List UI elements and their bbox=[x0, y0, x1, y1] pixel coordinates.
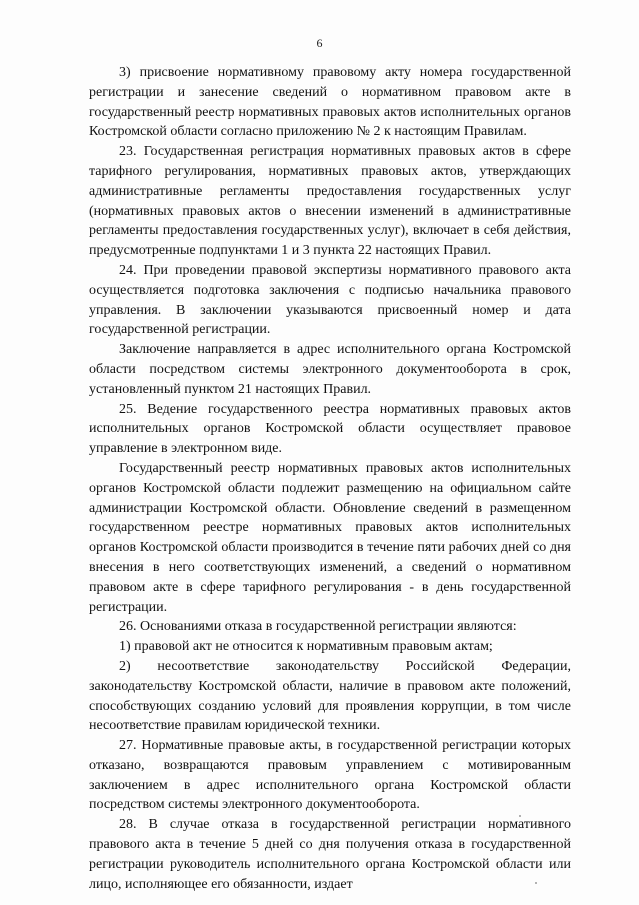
paragraph-24: 24. При проведении правовой экспертизы нормативного правового акта осуществляется подготовка заключения с подписью начальника правового управления. В заключении указываются присвоенный номер и дата государственной регистрации. bbox=[89, 262, 571, 338]
paragraph-26: 26. Основаниями отказа в государственной регистрации являются: bbox=[119, 619, 517, 635]
paragraph-24-conclusion: Заключение направляется в адрес исполнительного органа Костромской области посредством системы электронного документооборота в срок, установленный пунктом 21 настоящих Правил. bbox=[89, 342, 571, 397]
scan-speck bbox=[519, 815, 521, 817]
scan-speck bbox=[535, 882, 537, 884]
page-number: 6 bbox=[316, 36, 323, 50]
paragraph-22-item-3: 3) присвоение нормативному правовому акту номера государственной регистрации и занесение сведений о нормативном правовом акте в государственный реестр нормативных правовых актов исполнительных органов Костромской области согласно приложению № 2 к настоящим Правилам. bbox=[89, 65, 571, 140]
paragraph-23: 23. Государственная регистрация нормативных правовых актов в сфере тарифного регулирования, нормативных правовых актов, утверждающих административные регламенты предоставления государственных услуг (нормативных правовых актов о внесении изменений в административные регламенты предоставления государственных услуг), включает в себя действия, предусмотренные подпунктами 1 и 3 пункта 22 настоящих Правил. bbox=[89, 144, 571, 259]
document-body bbox=[89, 63, 571, 894]
paragraph-26-item-2: 2) несоответствие законодательству Российской Федерации, законодательству Костромской области, наличие в правовом акте положений, способствующих созданию условий для проявления коррупции, в том числе несоответствие правилам юридической техники. bbox=[89, 658, 571, 734]
paragraph-25: 25. Ведение государственного реестра нормативных правовых актов исполнительных органов Костромской области осуществляет правовое управление в электронном виде. bbox=[89, 401, 571, 457]
paragraph-27: 27. Нормативные правовые акты, в государственной регистрации которых отказано, возвращаются правовым управлением с мотивированным заключением в адрес исполнительного органа Костромской области посредством системы электронного документооборота. bbox=[89, 738, 571, 813]
paragraph-26-item-1: 1) правовой акт не относится к нормативным правовым актам; bbox=[119, 639, 493, 655]
paragraph-25-registry: Государственный реестр нормативных правовых актов исполнительных органов Костромской области подлежит размещению на официальном сайте администрации Костромской области. Обновление сведений в размещенном государственном реестре нормативных правовых актов исполнительных органов Костромской области производится в течение пяти рабочих дней со дня внесения в него соответствующих изменений, а сведений о нормативном правовом акте в сфере тарифного регулирования - в день государственной регистрации. bbox=[89, 460, 571, 615]
paragraph-28: 28. В случае отказа в государственной регистрации нормативного правового акта в течение 5 дней со дня получения отказа в государственной регистрации руководитель исполнительного органа Костромской области или лицо, исполняющее его обязанности, издает bbox=[89, 817, 571, 892]
